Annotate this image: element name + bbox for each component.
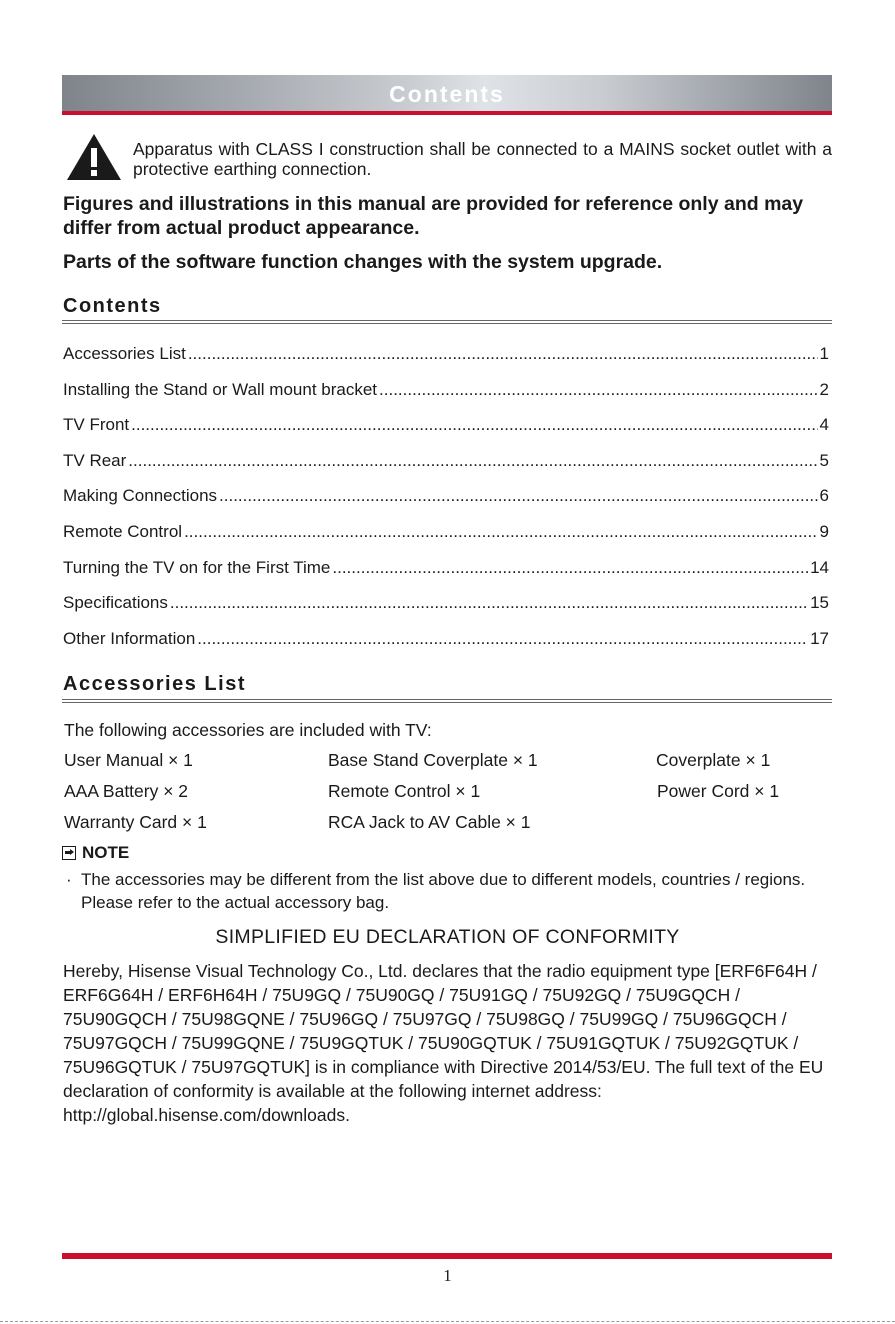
software-disclaimer: Parts of the software function changes with the system upgrade. (63, 251, 663, 273)
toc-entry-page: 15 (810, 593, 829, 613)
toc-entry-title: TV Rear (63, 450, 127, 470)
figures-disclaimer: Figures and illustrations in this manual are provided for reference only and may differ from actual product appearance. (63, 193, 804, 239)
accessory-item: User Manual × 1 (64, 750, 193, 770)
section-divider (62, 320, 832, 324)
toc-entry-title: TV Front (63, 415, 130, 435)
note-text: The accessories may be different from the list above due to different models, countries / regions. Please refer to the actual accessory bag. (81, 870, 806, 912)
banner-title: Contents (389, 81, 505, 107)
toc-entry-title: Installing the Stand or Wall mount bracket (63, 379, 378, 399)
accessory-item: AAA Battery × 2 (64, 781, 189, 801)
toc-entry[interactable] (63, 558, 829, 594)
accessory-item: Coverplate × 1 (656, 750, 771, 770)
toc-entry-title: Specifications (63, 593, 168, 613)
toc-entry-page: 1 (819, 344, 829, 363)
accessory-item: RCA Jack to AV Cable × 1 (328, 812, 531, 832)
accessories-intro: The following accessories are included with TV: (64, 720, 432, 740)
warning-triangle-icon (66, 133, 122, 181)
toc-entry-title: Other Information (63, 628, 196, 648)
toc-leader-dots (128, 451, 817, 471)
declaration-title: SIMPLIFIED EU DECLARATION OF CONFORMITY (215, 926, 680, 948)
toc-entry-title: Accessories List (63, 344, 186, 363)
accessory-item: Power Cord × 1 (657, 781, 780, 801)
accessories-grid (64, 750, 834, 846)
toc-entry[interactable] (63, 415, 829, 451)
toc-entry[interactable] (63, 522, 829, 558)
accessory-item: Warranty Card × 1 (64, 812, 207, 832)
toc-entry[interactable] (63, 486, 829, 522)
toc-entry-page: 6 (819, 486, 829, 506)
toc-entry[interactable] (63, 344, 829, 380)
toc-leader-dots (197, 629, 808, 649)
toc-entry-page: 5 (819, 450, 829, 470)
toc-leader-dots (332, 558, 808, 578)
contents-heading: Contents (63, 295, 162, 317)
footer-bar (62, 1253, 832, 1259)
toc-leader-dots (184, 522, 817, 542)
toc-entry-page: 9 (819, 521, 829, 541)
toc-leader-dots (131, 415, 817, 435)
note-heading (62, 843, 129, 863)
toc-leader-dots (170, 593, 808, 613)
warning-text: Apparatus with CLASS I construction shall be connected to a MAINS socket outlet with a protective earthing connection. (133, 139, 832, 179)
toc-entry-page: 2 (819, 379, 829, 399)
contents-banner (62, 75, 832, 115)
arrow-box-icon (62, 846, 76, 860)
page-edge-divider (0, 1321, 895, 1322)
toc-entry-title: Remote Control (63, 521, 183, 541)
toc-entry[interactable] (63, 593, 829, 629)
table-of-contents (63, 344, 829, 664)
toc-entry-page: 14 (810, 557, 829, 577)
accessory-item: Base Stand Coverplate × 1 (328, 750, 538, 770)
toc-entry-title: Making Connections (63, 486, 218, 506)
toc-leader-dots (219, 486, 818, 506)
page-number: 1 (443, 1266, 452, 1285)
toc-entry[interactable] (63, 380, 829, 416)
section-divider (62, 699, 832, 703)
accessory-item: Remote Control × 1 (328, 781, 481, 801)
toc-entry[interactable] (63, 451, 829, 487)
toc-entry-page: 4 (819, 415, 829, 435)
accessories-heading: Accessories List (63, 673, 246, 695)
note-label: NOTE (82, 843, 130, 862)
toc-entry-page: 17 (810, 628, 829, 648)
bullet-icon: · (66, 870, 72, 889)
declaration-body: Hereby, Hisense Visual Technology Co., Ltd. declares that the radio equipment type [ERF6F64H / ERF6G64H / ERF6H64H / 75U9GQ / 75U90GQ / 75U91GQ / 75U92GQ / 75U9GQCH / 75U90GQCH / 75U98GQNE / 75U96GQ / 75U97GQ / 75U98GQ / 75U99GQ / 75U96GQCH / 75U97GQCH / 75U99GQNE / 75U9GQTUK / 75U90GQTUK / 75U91GQTUK / 75U92GQTUK / 75U96GQTUK / 75U97GQTUK] is in compliance with Directive 2014/53/EU. The full text of the EU declaration of conformity is available at the following internet address: http://global.hisense.com/downloads. (63, 961, 824, 1125)
warning-notice (66, 133, 832, 183)
toc-entry[interactable] (63, 629, 829, 665)
toc-entry-title: Turning the TV on for the First Time (63, 557, 331, 577)
toc-leader-dots (379, 380, 818, 400)
toc-leader-dots (188, 344, 818, 364)
